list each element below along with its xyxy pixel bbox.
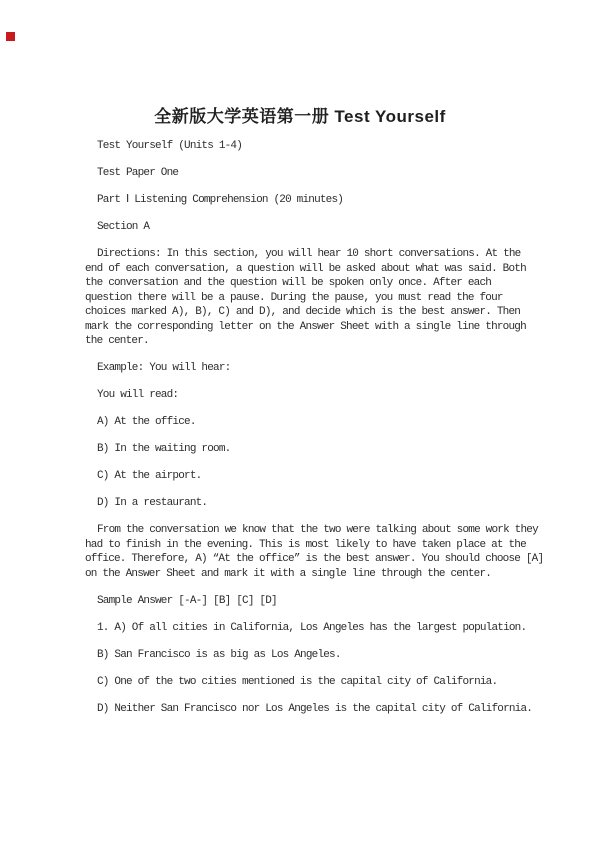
paragraph-directions: [85, 247, 530, 349]
explanation-line: office. Therefore, A) “At the office” is the best answer. You should choose [A]: [85, 553, 544, 565]
directions-line: the center.: [85, 335, 149, 347]
line-part-heading: Part Ⅰ Listening Comprehension (20 minutes): [97, 194, 344, 206]
example-option-c: C) At the airport.: [97, 470, 202, 482]
question1-option-b: B) San Francisco is as big as Los Angeles.: [97, 648, 341, 661]
line-test-paper: Test Paper One: [97, 167, 179, 179]
explanation-line: had to finish in the evening. This is most likely to have taken place at the: [85, 538, 526, 551]
example-option-b: B) In the waiting room.: [97, 443, 231, 455]
explanation-line: From the conversation we know that the two were talking about some work they: [97, 524, 538, 536]
directions-line: end of each conversation, a question will be asked about what was said. Both: [85, 262, 526, 275]
page-title: 全新版大学英语第一册 Test Yourself: [154, 107, 446, 126]
directions-line: mark the corresponding letter on the Answer Sheet with a single line through: [85, 320, 526, 333]
example-option-a: A) At the office.: [97, 416, 196, 428]
line-section-heading: Section A: [97, 221, 150, 233]
line-subtitle: Test Yourself (Units 1-4): [97, 140, 243, 152]
document-body: [85, 139, 544, 716]
explanation-line: on the Answer Sheet and mark it with a single line through the center.: [85, 567, 492, 580]
directions-line: Directions: In this section, you will hear 10 short conversations. At the: [97, 248, 521, 260]
question1-option-a: 1. A) Of all cities in California, Los Angeles has the largest population.: [97, 621, 527, 634]
directions-line: the conversation and the question will be spoken only once. After each: [85, 277, 492, 289]
directions-line: question there will be a pause. During the pause, you must read the four: [85, 291, 503, 304]
example-option-d: D) In a restaurant.: [97, 497, 208, 509]
line-example-read: You will read:: [97, 389, 179, 401]
question1-option-d: D) Neither San Francisco nor Los Angeles is the capital city of California.: [97, 702, 533, 715]
line-example-hear: Example: You will hear:: [97, 362, 231, 374]
paragraph-explanation: [85, 523, 544, 581]
question1-option-c: C) One of the two cities mentioned is the capital city of California.: [97, 675, 498, 688]
directions-line: choices marked A), B), C) and D), and decide which is the best answer. Then: [85, 306, 521, 318]
line-sample-answer: Sample Answer [-A-] [B] [C] [D]: [97, 594, 277, 607]
red-marker: [6, 32, 15, 41]
